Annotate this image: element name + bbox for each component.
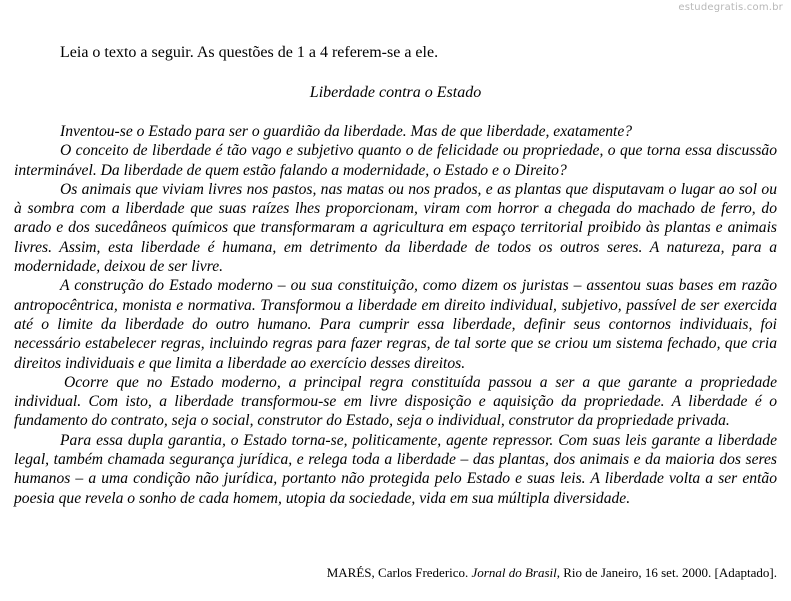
source-author: MARÉS, Carlos Frederico. xyxy=(326,565,469,580)
text-body xyxy=(14,122,777,508)
paragraph-5: Ocorre que no Estado moderno, a principal regra constituída passou a ser a que garante a propriedade individual. Com isto, a liberdade transformou-se em livre disposição e aquisição da propriedade. A liberdade é o fundamento do contrato, seja o social, construtor do Estado, seja o individual, construtor da propriedade privada. xyxy=(14,373,777,430)
intro-instruction: Leia o texto a seguir. As questões de 1 a 4 referem-se a ele. xyxy=(60,44,439,61)
paragraph-1: Inventou-se o Estado para ser o guardião da liberdade. Mas de que liberdade, exatamente? xyxy=(60,123,633,140)
paragraph-4: A construção do Estado moderno – ou sua constituição, como dizem os juristas – assentou suas bases em razão antropocêntrica, monista e normativa. Transformou a liberdade em direito individual, subjetivo, passível de ser exercida até o limite da liberdade do outro humano. Para cumprir essa liberdade, definir seus contornos individuais, foi necessário estabelecer regras, incluindo regras para fazer regras, de tal sorte que se criou um sistema fechado, que cria direitos individuais e que limita a liberdade ao exercício desses direitos. xyxy=(14,277,777,372)
source-citation xyxy=(327,565,777,581)
paragraph-6: Para essa dupla garantia, o Estado torna-se, politicamente, agente repressor. Com suas leis garante a liberdade legal, também chamada segurança jurídica, e relega toda a liberdade – das plantas, dos animais e da maioria dos seres humanos – a uma condição não jurídica, portanto não protegida pelo Estado e suas leis. A liberdade volta a ser então poesia que revela o sonho de cada homem, utopia da sociedade, vida em sua múltipla diversidade. xyxy=(14,431,777,507)
paragraph-3: Os animais que viviam livres nos pastos, nas matas ou nos prados, e as plantas que disputavam o lugar ao sol ou à sombra com a liberdade que suas raízes lhes proporcionam, viram com horror a chegada do machado de ferro, do arado e dos sucedâneos químicos que transformaram a agricultura em espaço territorial proibido às plantas e animais livres. Assim, esta liberdade é humana, em detrimento da liberdade de todos os outros seres. A natureza, para a modernidade, deixou de ser livre. xyxy=(14,180,777,276)
source-journal: Jornal do Brasil xyxy=(471,565,557,580)
source-details: , Rio de Janeiro, 16 set. 2000. [Adaptado]. xyxy=(556,565,777,580)
text-title: Liberdade contra o Estado xyxy=(309,84,482,101)
site-watermark: estudegratis.com.br xyxy=(678,2,783,13)
paragraph-2: O conceito de liberdade é tão vago e subjetivo quanto o de felicidade ou propriedade, o que torna essa discussão interminável. Da liberdade de quem estão falando a modernidade, o Estado e o Direito? xyxy=(14,142,777,179)
